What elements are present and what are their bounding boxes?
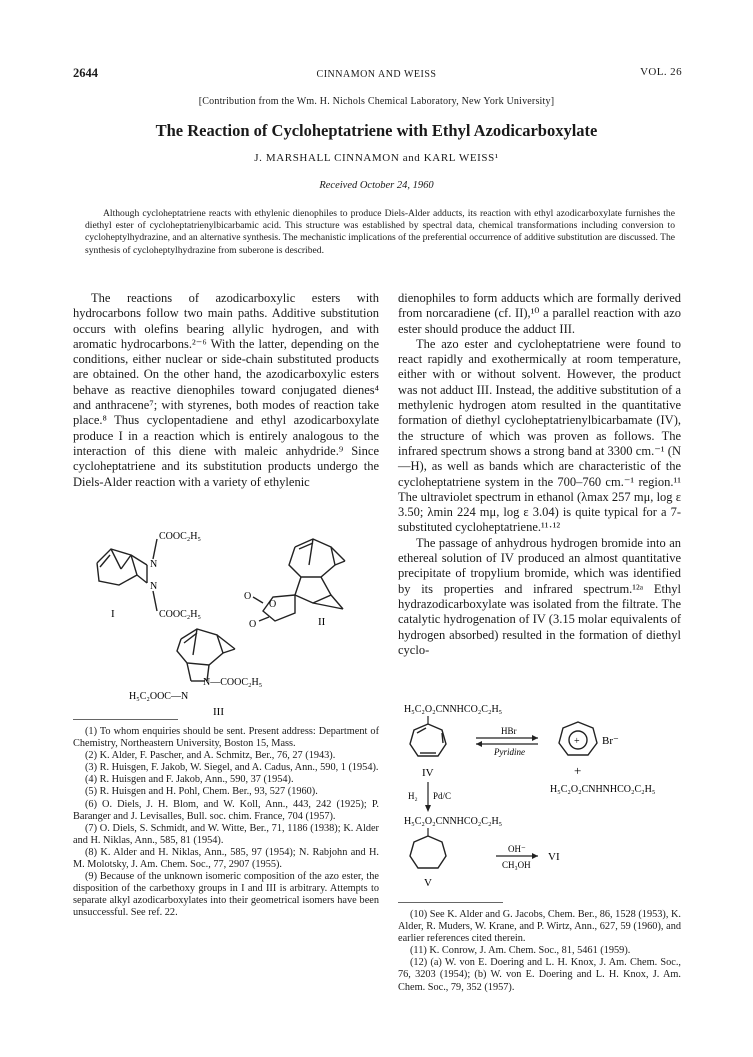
footnote: (4) R. Huisgen and F. Jakob, Ann., 590, 37 (1954). [85,774,294,786]
abstract: Although cycloheptatriene reacts with ethylenic dienophiles to produce Diels-Alder adducts, its reaction with ethyl azodicarboxylate furnishes the diethyl ester of cycloheptatrienylbicarbamic acid. This structure was established by spectral data, chemical transformations including conversion to cycloheptylhydrazine, and an alternative synthesis. The mechanistic implications of the preferential occurrence of additive substitution are discussed. The synthesis of cycloheptylhydrazine from suberone is described. [85,208,675,256]
structure-III [177,629,235,681]
plus-sign: + [574,763,582,778]
reagent-hbr: HBr [501,726,517,736]
body-paragraph: The azo ester and cycloheptatriene were found to react rapidly and exothermically at room temperature, either with or without solvent. However, the product was not adduct III. Instead, the additive substitution of a methylenic hydrogen atom resulted in the quantitative formation of diethyl cycloheptatrienylbicarbamate (IV), the structure of which was proven as follows. The infrared spectrum shows a strong band at 3300 cm.⁻¹ (N—H), as well as bands which are characteristic of the cycloheptatriene system in the 700–760 cm.⁻¹ region.¹¹ The ultraviolet spectrum in ethanol (λmax 257 mμ, log ε 3.50; λmin 224 mμ, log ε 3.04) is quite typical for a 7-substituted cycloheptatriene.¹¹·¹² [398,336,681,535]
footnote-rule [73,719,178,720]
hydrazo-ester: H₅C₂O₂CNHNHCO₂C₂H₅ [550,784,656,795]
reagent-pyridine: Pyridine [494,747,525,757]
compound-IV-formula: H₅C₂O₂CNNHCO₂C₂H₅ [404,704,503,715]
structures-figure [73,525,379,715]
compound-label-I: I [111,608,115,620]
footnote: (10) See K. Alder and G. Jacobs, Chem. Ber., 86, 1528 (1953), K. Alder, R. Muders, W. Krane, and P. Wirtz, Ann., 627, 59 (1960), and earlier references cited therein. [398,909,681,945]
bromide-anion: Br⁻ [602,735,619,747]
body-paragraph: dienophiles to form adducts which are formally derived from norcaradiene (cf. II),¹⁰ a parallel reaction with azo ester should produce the adduct III. [398,291,681,336]
atom-o: O [269,599,277,610]
footnote: (9) Because of the unknown isomeric composition of the azo ester, the disposition of the carbethoxy groups in I and III is arbitrary. Attempts to separate alkyl azodicarboxylates into their geometrical isomers have been unsuccessful. See ref. 22. [73,871,379,919]
compound-V-formula: H₅C₂O₂CNNHCO₂C₂H₅ [404,816,503,827]
structure-I [97,539,157,611]
ester-group: H₅C₂OOC—N [129,691,189,702]
footnote: (12) (a) W. von E. Doering and L. H. Knox, J. Am. Chem. Soc., 76, 3203 (1954); (b) W. von E. Doering and L. H. Knox, J. Am. Chem. Soc., 79, 352 (1957). [398,957,681,993]
footnote: (11) K. Conrow, J. Am. Chem. Soc., 81, 5461 (1959). [410,945,631,957]
body-column-right [398,291,681,658]
compound-label-II: II [318,616,326,628]
ester-group: N—COOC₂H₅ [203,677,263,688]
catalyst-pdc: Pd/C [433,791,452,801]
atom-o: O [249,619,257,630]
atom-o: O [244,591,252,602]
reagent-h2: H₂ [408,791,418,801]
footnotes-right [398,909,681,994]
footnote-rule [398,902,503,903]
compound-label-III: III [213,706,224,715]
structure-II [253,539,345,621]
footnotes-left [73,726,379,920]
reagent-hydroxide: OH⁻ [508,844,526,854]
footnote: (7) O. Diels, S. Schmidt, and W. Witte, Ber., 71, 1186 (1938); K. Alder and H. Niklas, Ann., 585, 81 (1954). [73,822,379,846]
authors-line: J. MARSHALL CINNAMON and KARL WEISS¹ [254,152,499,164]
article-title: The Reaction of Cycloheptatriene with Ethyl Azodicarboxylate [155,121,598,140]
cycloheptatriene-ring [410,724,446,756]
running-head: CINNAMON AND WEISS [316,69,437,80]
atom-n: N [150,559,158,570]
footnote: (8) K. Alder and H. Niklas, Ann., 585, 97 (1954); N. Rabjohn and H. M. Molotsky, J. Am. Chem. Soc., 77, 2907 (1955). [73,846,379,871]
reaction-scheme [398,700,681,890]
solvent-methanol: CH₃OH [502,860,531,870]
volume-label: VOL. 26 [640,66,682,78]
footnote: (6) O. Diels, J. H. Blom, and W. Koll, Ann., 443, 242 (1925); P. Baranger and J. Levisalles, Bull. soc. chim. France, 704 (1957). [73,798,379,822]
received-date: Received October 24, 1960 [319,180,434,191]
contribution-line: [Contribution from the Wm. H. Nichols Chemical Laboratory, New York University] [198,96,555,107]
cycloheptane-ring [410,836,446,868]
ester-group: COOC₂H₅ [159,531,201,542]
ester-group: COOC₂H₅ [159,609,201,620]
body-paragraph: The reactions of azodicarboxylic esters with hydrocarbons follow two main paths. Additive substitution occurs with olefins bearing allylic hydrogen, and with aromatic hydrocarbons.²⁻⁶ With the latter, depending on the conditions, either nuclear or side-chain substituted products are obtained. On the other hand, the azodicarboxylic esters behave as reactive dienophiles toward conjugated dienes⁴ and anthracene⁷; with styrenes, both modes of reaction take place.⁸ Thus cyclopentadiene and ethyl azodicarboxylate produce I in a reaction which is entirely analogous to the interaction of this diene with maleic anhydride.⁹ Since cycloheptatriene and its substitution products undergo the Diels-Alder reaction with a variety of ethylenic [73,291,379,489]
footnote: (1) To whom enquiries should be sent. Present address: Department of Chemistry, Northeastern University, Boston 15, Mass. [73,726,379,750]
compound-label-V: V [424,877,432,889]
compound-label-VI: VI [548,851,560,863]
footnote: (2) K. Alder, F. Pascher, and A. Schmitz, Ber., 76, 27 (1943). [85,750,336,762]
body-paragraph: The passage of anhydrous hydrogen bromide into an ethereal solution of IV produced an almost quantitative precipitate of tropylium bromide, which was identified by its properties and infrared spectrum.¹²ᵃ Ethyl hydrazodicarboxylate was isolated from the filtrate. The catalytic hydrogenation of IV (3.15 molar equivalents of hydrogen absorbed) resulted in the formation of diethyl cyclo- [398,535,681,657]
footnote: (3) R. Huisgen, F. Jakob, W. Siegel, and A. Cadus, Ann., 590, 1 (1954). [85,762,379,774]
page-number: 2644 [73,66,98,80]
footnote: (5) R. Huisgen and H. Pohl, Chem. Ber., 93, 527 (1960). [85,786,318,798]
charge-plus: + [574,736,580,747]
compound-label-IV: IV [422,767,434,779]
atom-n: N [150,581,158,592]
body-column-left [73,291,379,490]
